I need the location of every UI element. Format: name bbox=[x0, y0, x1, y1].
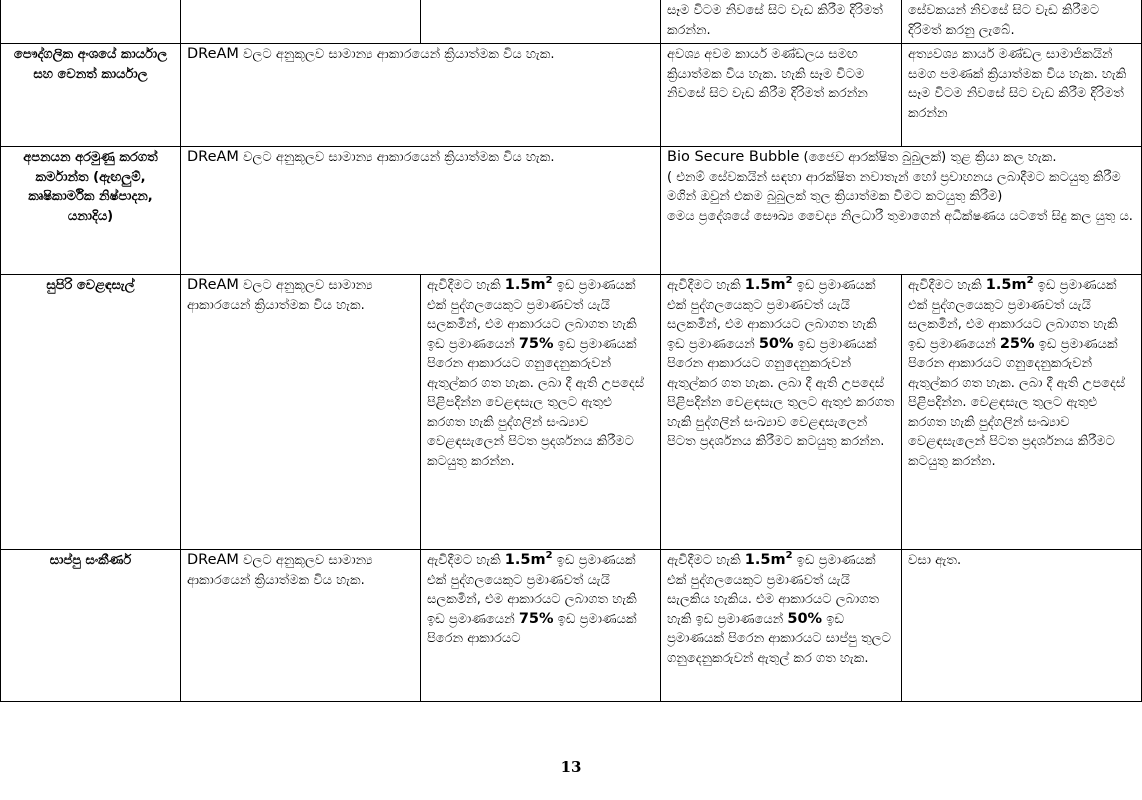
level-cell: අත්‍යවශ්‍ය කාර්ය මණ්ඩල සාමාජිකයින් සමග පමණක් ක්‍රියාත්මක විය හැක. හැකි සෑම විටම නිවසේ සිට වැඩ කිරීම දිරිමත් කරන්න bbox=[902, 44, 1142, 147]
cell-text: ඉඩ ප්‍රමාණයක් පිරෙන ආකාරයට ගනුදෙනුකරුවන් ඇතුල්කර ගත හැක. ලබා දී ඇති උපදෙස් පිළිපදින්න වෙළඳසැල තුලට ඇතුළු කරගත හැකි පුද්ගලින් සංඛ්‍යාව වෙළඳසැලෙන් පිටත ප්‍රදර්ශනය කිරීමට කටයුතු කරන්න. bbox=[667, 336, 895, 449]
cell-text: ඉඩ ප්‍රමාණයක් පිරෙන ආකාරයට ගනුදෙනුකරුවන් ඇතුල්කර ගත හැක. ලබා දී ඇති උපදෙස් පිළිපදින්න වෙළඳසැල තුලට ඇතුළු කරගත හැකි පුද්ගලින් සංඛ්‍යාව වෙළඳසැලෙන් පිටත ප්‍රදර්ශනය කිරීමට කටයුතු කරන්න. bbox=[427, 336, 645, 469]
bio-bubble-note: ( එනම් සේවකයින් සඳහා ආරක්ෂිත නවාතැන් හෝ ප්‍රවාහනය ලබාදීමට කටයුතු කිරීම මගින් ඔවුන් එකම බුබුලක් තුල ක්‍රියාත්මක වීමට කටයුතු කිරීම) bbox=[667, 169, 1121, 204]
page-number: 13 bbox=[560, 758, 582, 776]
level-cell bbox=[181, 0, 421, 44]
bio-bubble-cell bbox=[661, 147, 1142, 275]
sector-heading: සාප්පු සංකීර්ණ bbox=[1, 550, 181, 702]
area-value: $1.5m^2$ bbox=[744, 550, 793, 568]
table-row bbox=[1, 275, 1142, 550]
bio-bubble-line bbox=[667, 148, 1135, 168]
cell-text: ඉඩ ප්‍රමාණයක් පිරෙන ආකාරයට ගනුදෙනුකරුවන් ඇතුල්කර ගත හැක. ලබා දී ඇති උපදෙස් පිළිපදින්න. වෙළඳසැල තුලට ඇතුළු කරගත හැකි පුද්ගලින් සංඛ්‍යාව වෙළඳසැලෙන් පිටත ප්‍රදර්ශනය කිරීමට කටයුතු කරන්න. bbox=[908, 336, 1126, 469]
area-value: $1.5m^2$ bbox=[744, 275, 793, 293]
dream-label: DReAM bbox=[187, 552, 239, 568]
capacity-percent: 50% bbox=[758, 335, 794, 352]
table-row bbox=[1, 550, 1142, 702]
level-cell: සෑම විටම නිවසේ සිට වැඩ කිරීම දිරිමත් කරන්න. bbox=[661, 0, 902, 44]
cell-text: වලට අනුකූලව සාමාන්‍ය ආකාරයෙන් ක්‍රියාත්මක විය හැක. bbox=[238, 150, 555, 165]
cell-text: ඉඩ ප්‍රමාණයක් පිරෙන ආකාරයට bbox=[427, 611, 637, 646]
sector-heading: අපනයන අරමුණු කරගත් කර්මාන්ත (ඇඟලුම්, කෘෂිකාර්මික නිෂ්පාදන, යනාදිය) bbox=[1, 147, 181, 275]
capacity-percent: 75% bbox=[518, 335, 554, 352]
level-cell bbox=[661, 550, 902, 702]
level-cell bbox=[902, 275, 1142, 550]
level-cell bbox=[421, 0, 661, 44]
bio-bubble-supervision: මෙය ප්‍රදේශයේ සෞඛ්‍ය වෛද්‍ය නිලධාරී තුමාගෙන් අධීක්ෂණය යටතේ සිදු කල යුතු ය. bbox=[667, 208, 1133, 224]
merged-level-cell bbox=[181, 44, 661, 147]
cell-text: ඉඩ ප්‍රමාණයක් එක් පුද්ගලයෙකුට ප්‍රමාණවත් යැයි සැලකිය හැකිය. එම ආකාරයට ලබාගත හැකි ඉඩ ප්‍රමාණයෙන් bbox=[667, 553, 880, 627]
level-cell: වසා ඇත. bbox=[902, 550, 1142, 702]
cell-text: ඇවිදීමට හැකි bbox=[427, 278, 505, 293]
capacity-percent: 50% bbox=[787, 610, 823, 627]
dream-label: DReAM bbox=[187, 277, 239, 293]
cell-text: ඉඩ ප්‍රමාණයක් එක් පුද්ගලයෙකුට ප්‍රමාණවත් යැයි සලකමින්, එම ආකාරයට ලබාගත හැකි ඉඩ ප්‍රමාණයෙන් bbox=[427, 278, 637, 352]
level-cell bbox=[421, 275, 661, 550]
level-cell bbox=[421, 550, 661, 702]
level-cell bbox=[661, 275, 902, 550]
level-cell bbox=[181, 275, 421, 550]
cell-text: වලට අනුකූලව සාමාන්‍ය ආකාරයෙන් ක්‍රියාත්මක විය හැක. bbox=[238, 47, 555, 62]
capacity-percent: 75% bbox=[518, 610, 554, 627]
dream-label: DReAM bbox=[187, 149, 239, 165]
cell-text: ඉඩ ප්‍රමාණයක් පිරෙන ආකාරයට සාප්පු තුලට ගනුදෙනුකරුවන් ඇතුල් කර ගත හැක. bbox=[667, 611, 891, 666]
cell-text: වලට අනුකූලව සාමාන්‍ය ආකාරයෙන් ක්‍රියාත්මක විය හැක. bbox=[187, 278, 373, 313]
area-value: $1.5m^2$ bbox=[504, 550, 553, 568]
cell-text: ඇවිදීමට හැකි bbox=[908, 278, 986, 293]
cell-text: ඇවිදීමට හැකි bbox=[667, 278, 745, 293]
table-row bbox=[1, 0, 1142, 44]
cell-text: ඇවිදීමට හැකි bbox=[427, 553, 505, 568]
cell-text: ඇවිදීමට හැකි bbox=[667, 553, 745, 568]
table-row bbox=[1, 44, 1142, 147]
table-row bbox=[1, 147, 1142, 275]
cell-text: (ජෛව ආරක්ෂිත බුබුලක්) තුළ ක්‍රියා කල හැක. bbox=[799, 150, 1057, 165]
bio-bubble-label: Bio Secure Bubble bbox=[667, 149, 800, 165]
cell-text: ඉඩ ප්‍රමාණයක් එක් පුද්ගලයෙකුට ප්‍රමාණවත් යැයි සලකමින්, එම ආකාරයට ලබාගත හැකි ඉඩ ප්‍රමාණයෙන් bbox=[667, 278, 877, 352]
level-cell: අවශ්‍ය අවම කාර්ය මණ්ඩලය සමඟ ක්‍රියාත්මක විය හැක. හැකි සෑම විටම නිවසේ සිට වැඩ කිරීම දිරිමත් කරන්න bbox=[661, 44, 902, 147]
dream-label: DReAM bbox=[187, 46, 239, 62]
area-value: $1.5m^2$ bbox=[504, 275, 553, 293]
sector-heading: පෞද්ගලික අංශයේ කාර්යාල සහ වෙනත් කාර්යාල bbox=[1, 44, 181, 147]
capacity-percent: 25% bbox=[999, 335, 1035, 352]
cell-text: ඉඩ ප්‍රමාණයක් එක් පුද්ගලයෙකුට ප්‍රමාණවත් යැයි සලකමින්, එම ආකාරයට ලබාගත හැකි ඉඩ ප්‍රමාණයෙන් bbox=[427, 553, 637, 627]
level-cell: සේවකයන් නිවසේ සිට වැඩ කිරීමට දිරිමත් කරනු ලැබේ. bbox=[902, 0, 1142, 44]
cell-text: වලට අනුකූලව සාමාන්‍ය ආකාරයෙන් ක්‍රියාත්මක විය හැක. bbox=[187, 553, 373, 588]
merged-level-cell bbox=[181, 147, 661, 275]
sector-heading: සුපිරි වෙළඳසැල් bbox=[1, 275, 181, 550]
level-cell bbox=[181, 550, 421, 702]
cell-text: ඉඩ ප්‍රමාණයක් එක් පුද්ගලයෙකුට ප්‍රමාණවත් යැයි සලකමින්, එම ආකාරයට ලබාගත හැකි ඉඩ ප්‍රමාණයෙන් bbox=[908, 278, 1118, 352]
area-value: $1.5m^2$ bbox=[985, 275, 1034, 293]
sector-cell bbox=[1, 0, 181, 44]
